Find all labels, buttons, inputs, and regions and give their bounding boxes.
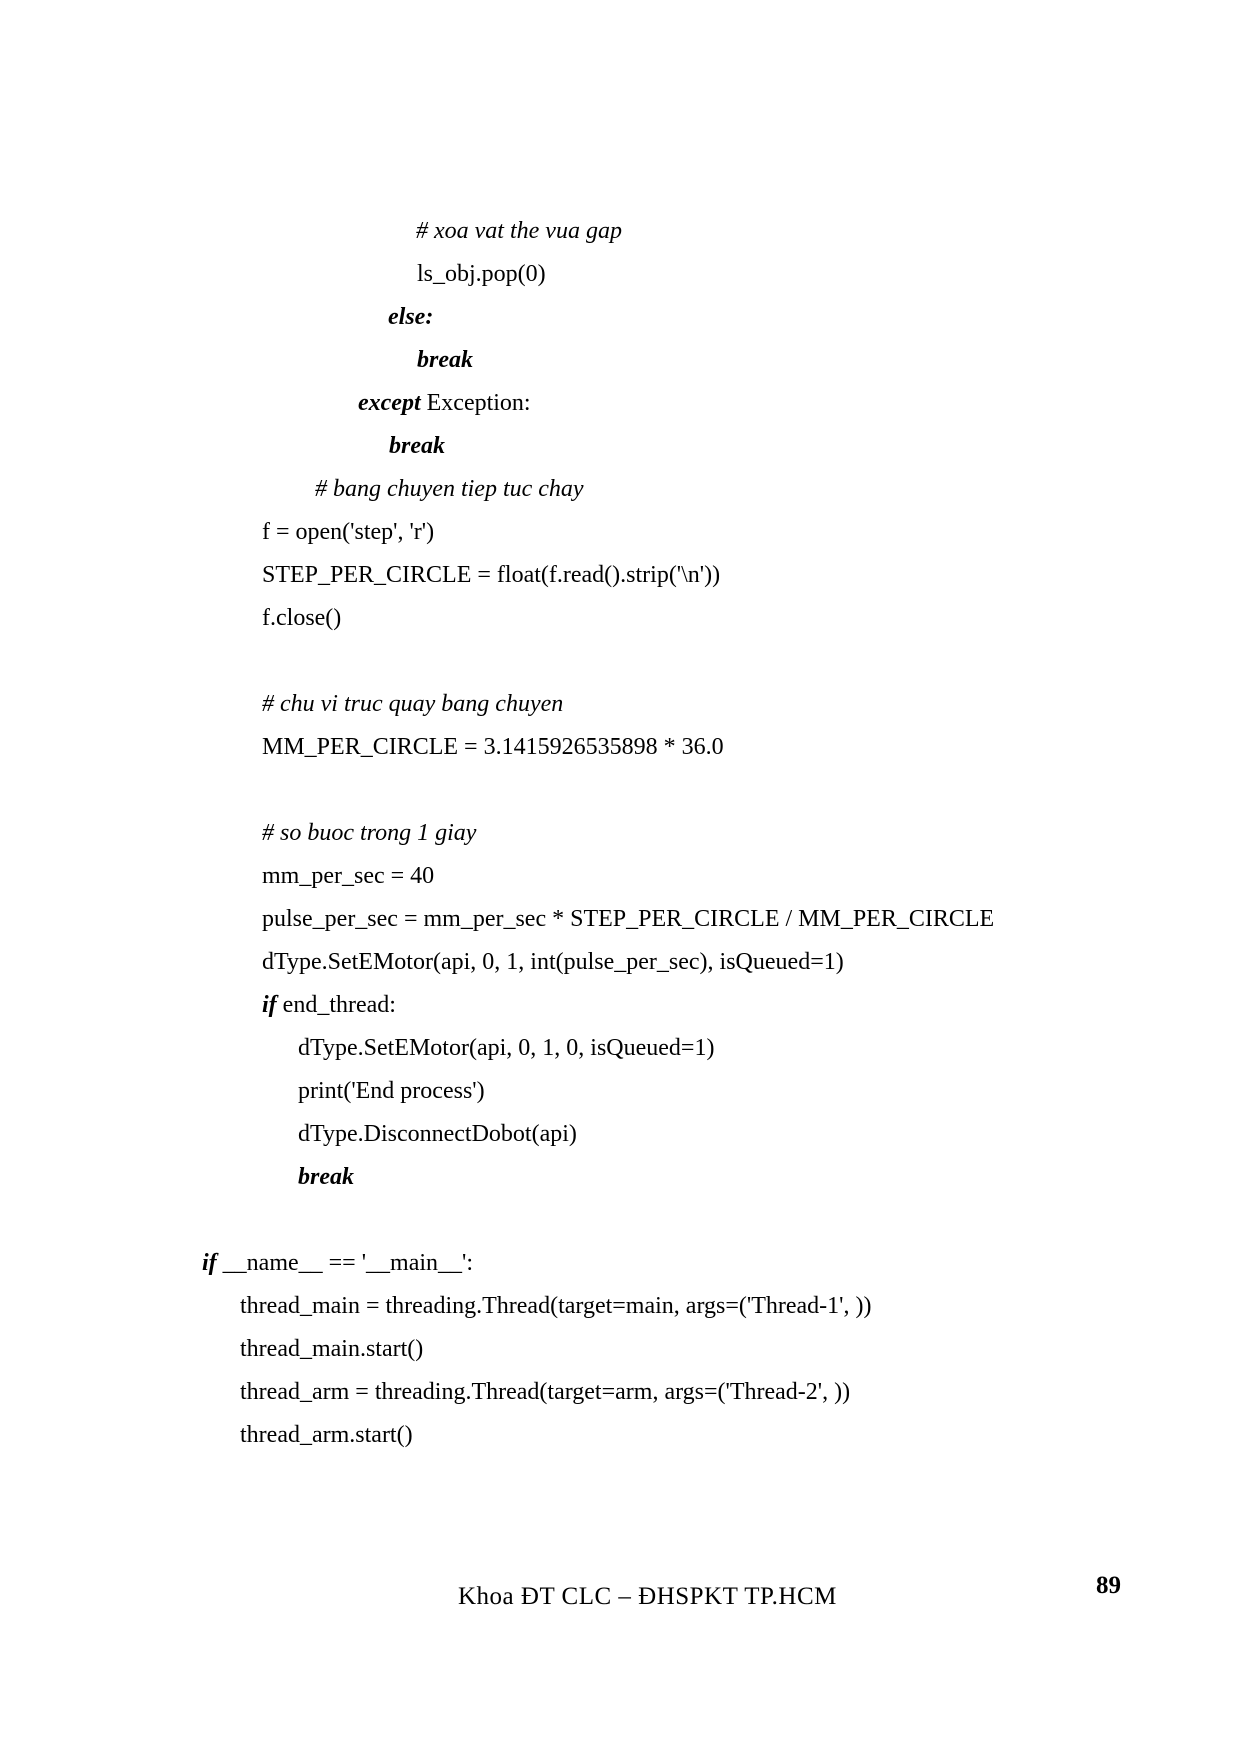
code-line (0, 339, 1240, 382)
code-line (0, 382, 1240, 425)
blank-line (0, 640, 1240, 683)
blank-line (0, 1199, 1240, 1242)
code-text: __name__ == '__main__': (216, 1250, 474, 1276)
code-text: thread_arm = threading.Thread(target=arm, args=('Thread-2', )) (240, 1379, 851, 1405)
code-text: f.close() (262, 605, 342, 631)
footer-text: Khoa ĐT CLC – ĐHSPKT TP.HCM (458, 1583, 837, 1610)
code-line (0, 1285, 1240, 1328)
code-text: STEP_PER_CIRCLE = float(f.read().strip('\n')) (262, 562, 721, 588)
code-line (0, 812, 1240, 855)
code-text: mm_per_sec = 40 (262, 863, 435, 889)
code-keyword: break (417, 347, 473, 373)
code-line (0, 210, 1240, 253)
code-line (0, 296, 1240, 339)
code-text: thread_arm.start() (240, 1422, 413, 1448)
code-line (0, 1242, 1240, 1285)
code-text: Exception: (420, 390, 531, 416)
code-line (0, 1156, 1240, 1199)
code-text: dType.DisconnectDobot(api) (298, 1121, 577, 1147)
code-text: MM_PER_CIRCLE = 3.1415926535898 * 36.0 (262, 734, 724, 760)
code-line (0, 683, 1240, 726)
code-comment: # so buoc trong 1 giay (262, 820, 477, 846)
code-text: f = open('step', 'r') (262, 519, 435, 545)
code-line (0, 511, 1240, 554)
code-keyword: if (202, 1250, 217, 1276)
code-text: thread_main.start() (240, 1336, 424, 1362)
code-line (0, 1414, 1240, 1457)
code-line (0, 1328, 1240, 1371)
code-line (0, 855, 1240, 898)
code-line (0, 1070, 1240, 1113)
code-line (0, 726, 1240, 769)
code-keyword: break (389, 433, 445, 459)
code-line (0, 253, 1240, 296)
code-line (0, 1027, 1240, 1070)
code-line (0, 941, 1240, 984)
code-line (0, 468, 1240, 511)
code-text: pulse_per_sec = mm_per_sec * STEP_PER_CIRCLE / MM_PER_CIRCLE (262, 906, 995, 932)
code-keyword: break (298, 1164, 354, 1190)
code-text: print('End process') (298, 1078, 485, 1104)
code-comment: # bang chuyen tiep tuc chay (315, 476, 584, 502)
blank-line (0, 769, 1240, 812)
code-text: ls_obj.pop(0) (417, 261, 546, 287)
code-keyword: except (358, 390, 421, 416)
code-text: thread_main = threading.Thread(target=main, args=('Thread-1', )) (240, 1293, 872, 1319)
code-line (0, 597, 1240, 640)
code-text: dType.SetEMotor(api, 0, 1, 0, isQueued=1) (298, 1035, 715, 1061)
code-keyword: else: (388, 304, 434, 330)
code-line (0, 554, 1240, 597)
code-keyword: if (262, 992, 277, 1018)
page-number: 89 (1096, 1572, 1121, 1599)
code-line (0, 425, 1240, 468)
code-text: dType.SetEMotor(api, 0, 1, int(pulse_per_sec), isQueued=1) (262, 949, 844, 975)
code-block (0, 210, 1240, 1457)
code-line (0, 1371, 1240, 1414)
code-comment: # chu vi truc quay bang chuyen (262, 691, 564, 717)
code-comment: # xoa vat the vua gap (416, 218, 622, 244)
code-line (0, 898, 1240, 941)
code-text: end_thread: (276, 992, 396, 1018)
code-line (0, 1113, 1240, 1156)
code-line (0, 984, 1240, 1027)
